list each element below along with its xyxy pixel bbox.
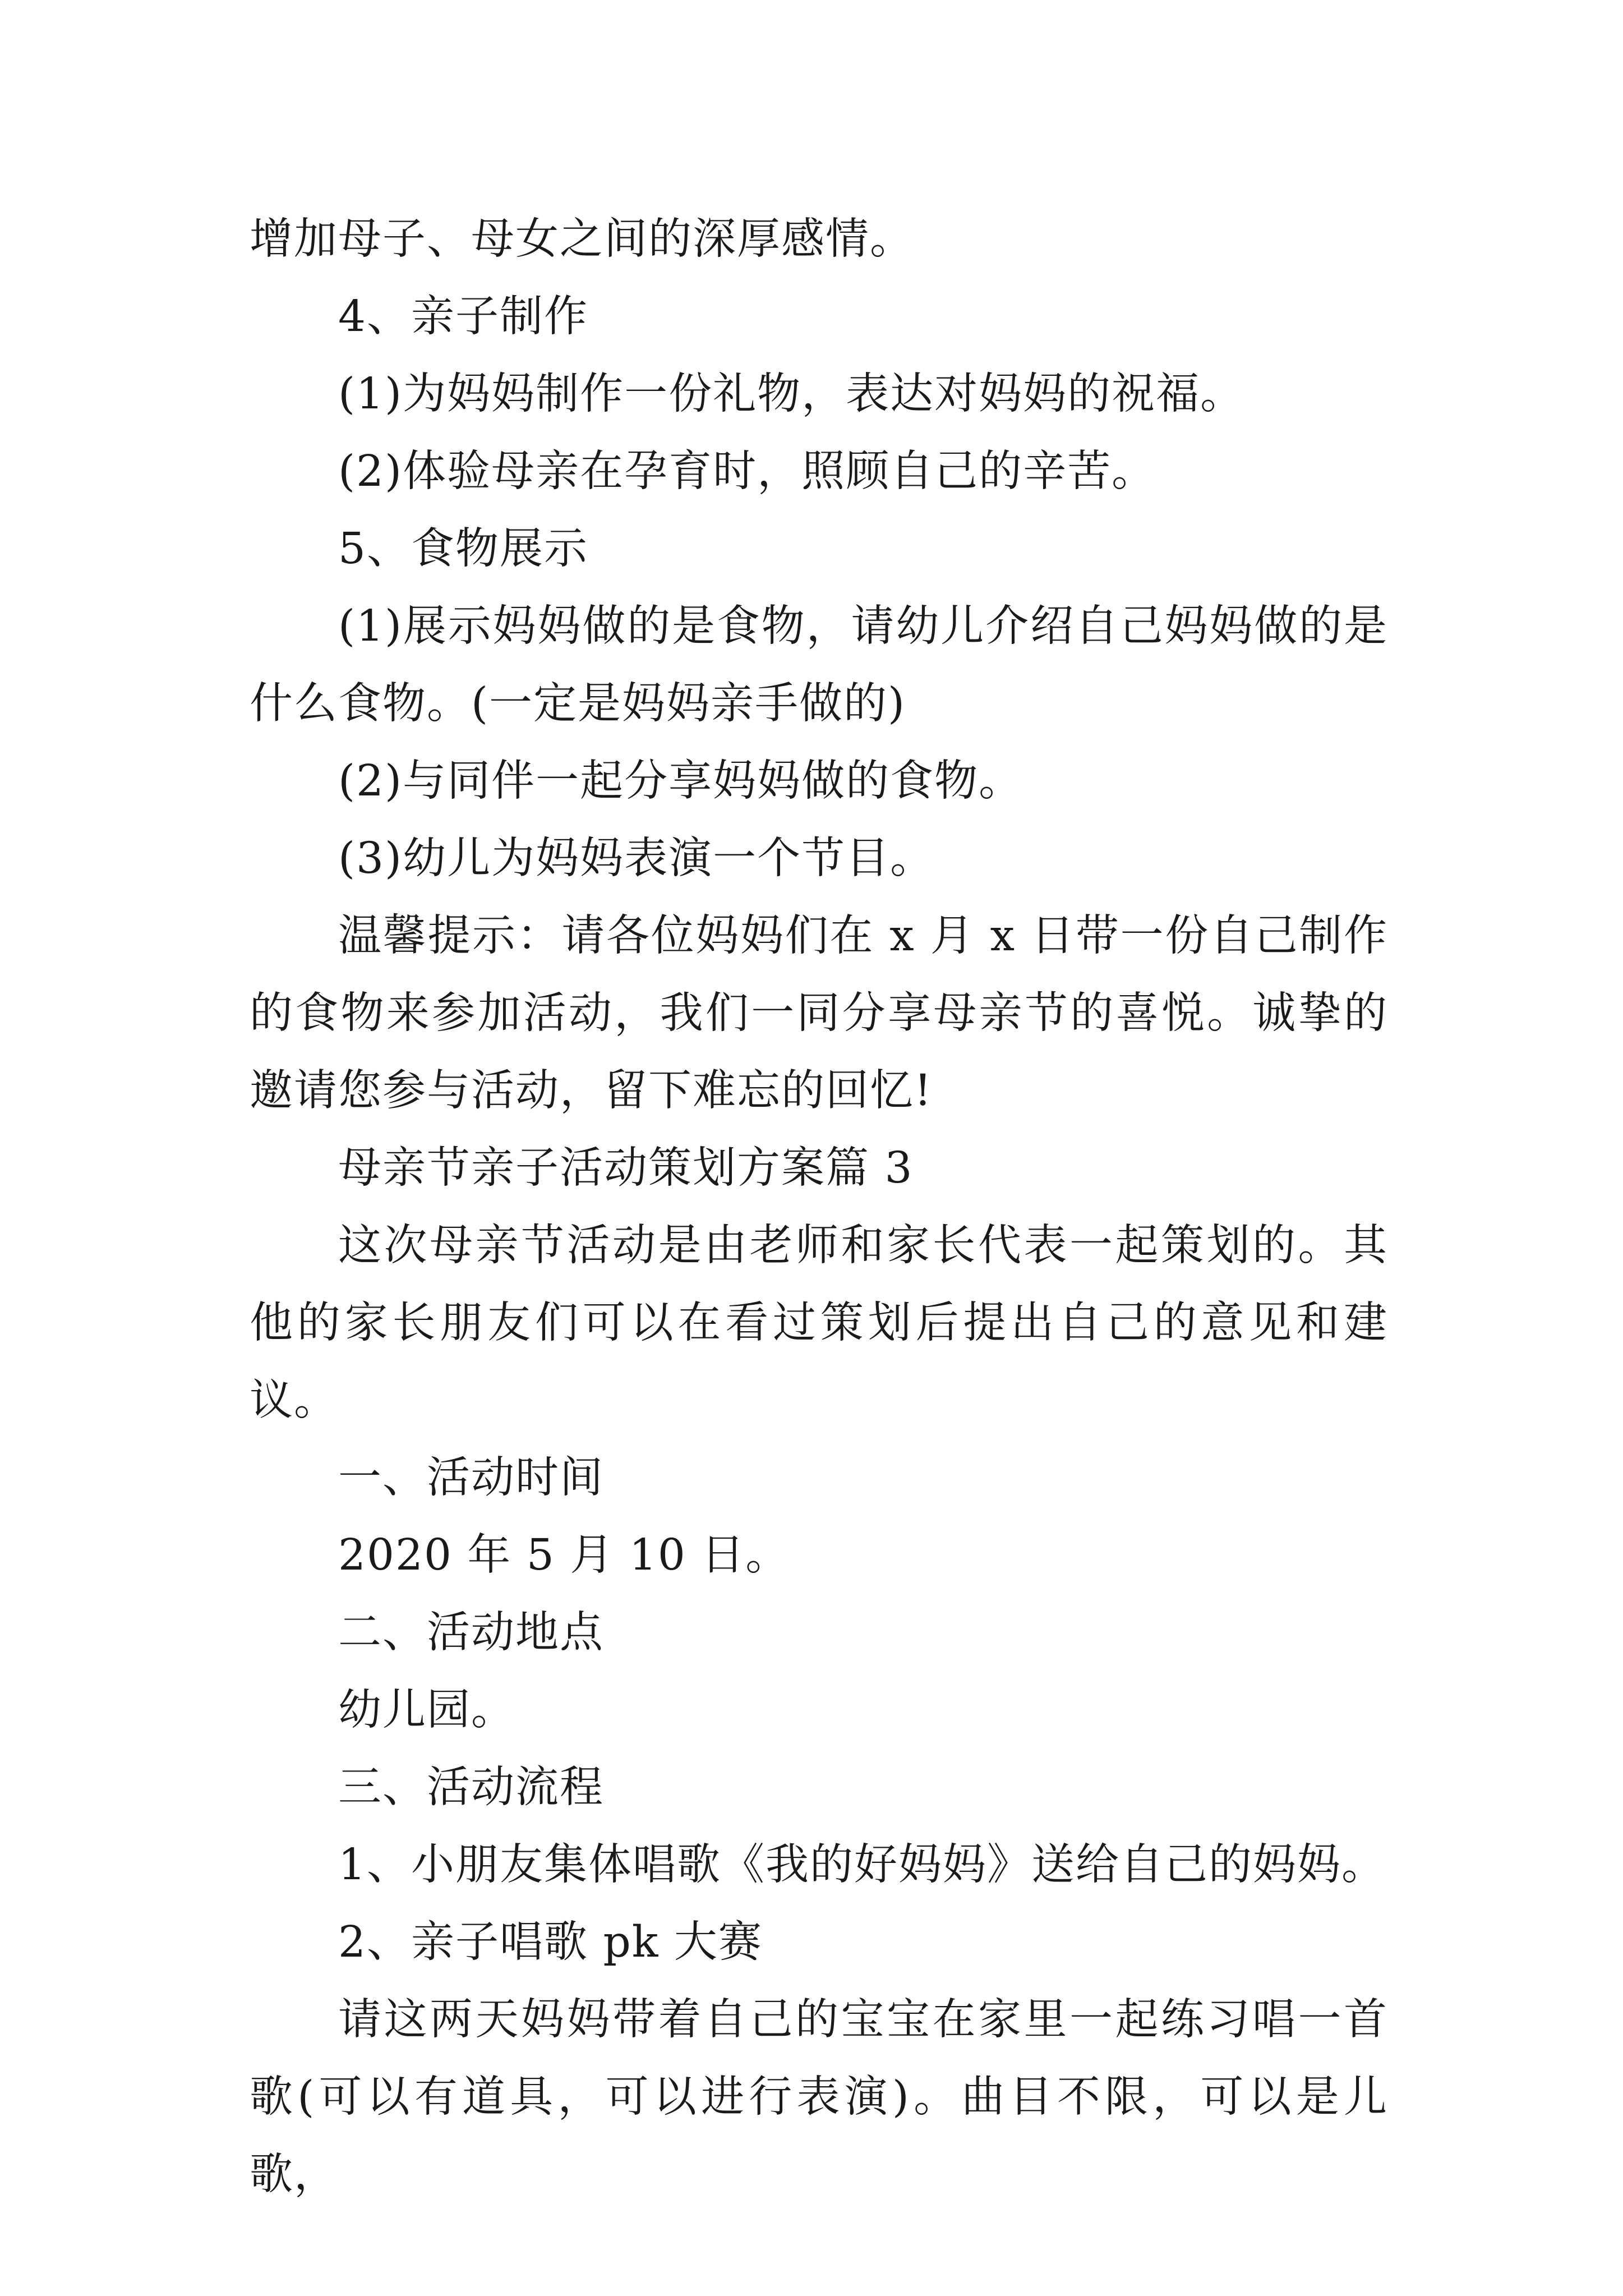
paragraph-14: 二、活动地点 <box>338 1608 604 1658</box>
paragraph-7: (2)与同伴一起分享妈妈做的食物。 <box>338 756 1023 806</box>
paragraph-19: 请这两天妈妈带着自己的宝宝在家里一起练习唱一首歌(可以有道具，可以进行表演)。曲目不限，可以是儿歌， <box>250 1995 1388 2200</box>
paragraph-6: (1)展示妈妈做的是食物，请幼儿介绍自己妈妈做的是什么食物。(一定是妈妈亲手做的) <box>250 601 1388 729</box>
paragraph-2: 4、亲子制作 <box>338 292 588 342</box>
paragraph-11: 这次母亲节活动是由老师和家长代表一起策划的。其他的家长朋友们可以在看过策划后提出自己的意见和建议。 <box>250 1221 1388 1425</box>
section-heading: 母亲节亲子活动策划方案篇 3 <box>338 1143 914 1193</box>
paragraph-4: (2)体验母亲在孕育时，照顾自己的辛苦。 <box>338 447 1156 496</box>
paragraph-18: 2、亲子唱歌 pk 大赛 <box>338 1917 763 1967</box>
document-body <box>250 201 1388 2214</box>
paragraph-5: 5、食物展示 <box>338 524 588 574</box>
paragraph-12: 一、活动时间 <box>338 1453 604 1503</box>
paragraph-3: (1)为妈妈制作一份礼物，表达对妈妈的祝福。 <box>338 369 1245 419</box>
paragraph-8: (3)幼儿为妈妈表演一个节目。 <box>338 834 935 884</box>
paragraph-13: 2020 年 5 月 10 日。 <box>338 1530 790 1580</box>
paragraph-15: 幼儿园。 <box>338 1685 515 1735</box>
paragraph-17: 1、小朋友集体唱歌《我的好妈妈》送给自己的妈妈。 <box>338 1840 1386 1890</box>
paragraph-9: 温馨提示：请各位妈妈们在 x 月 x 日带一份自己制作的食物来参加活动，我们一同分享母亲节的喜悦。诚挚的邀请您参与活动，留下难忘的回忆! <box>250 911 1388 1116</box>
paragraph-1: 增加母子、母女之间的深厚感情。 <box>250 214 914 264</box>
paragraph-16: 三、活动流程 <box>338 1763 604 1812</box>
